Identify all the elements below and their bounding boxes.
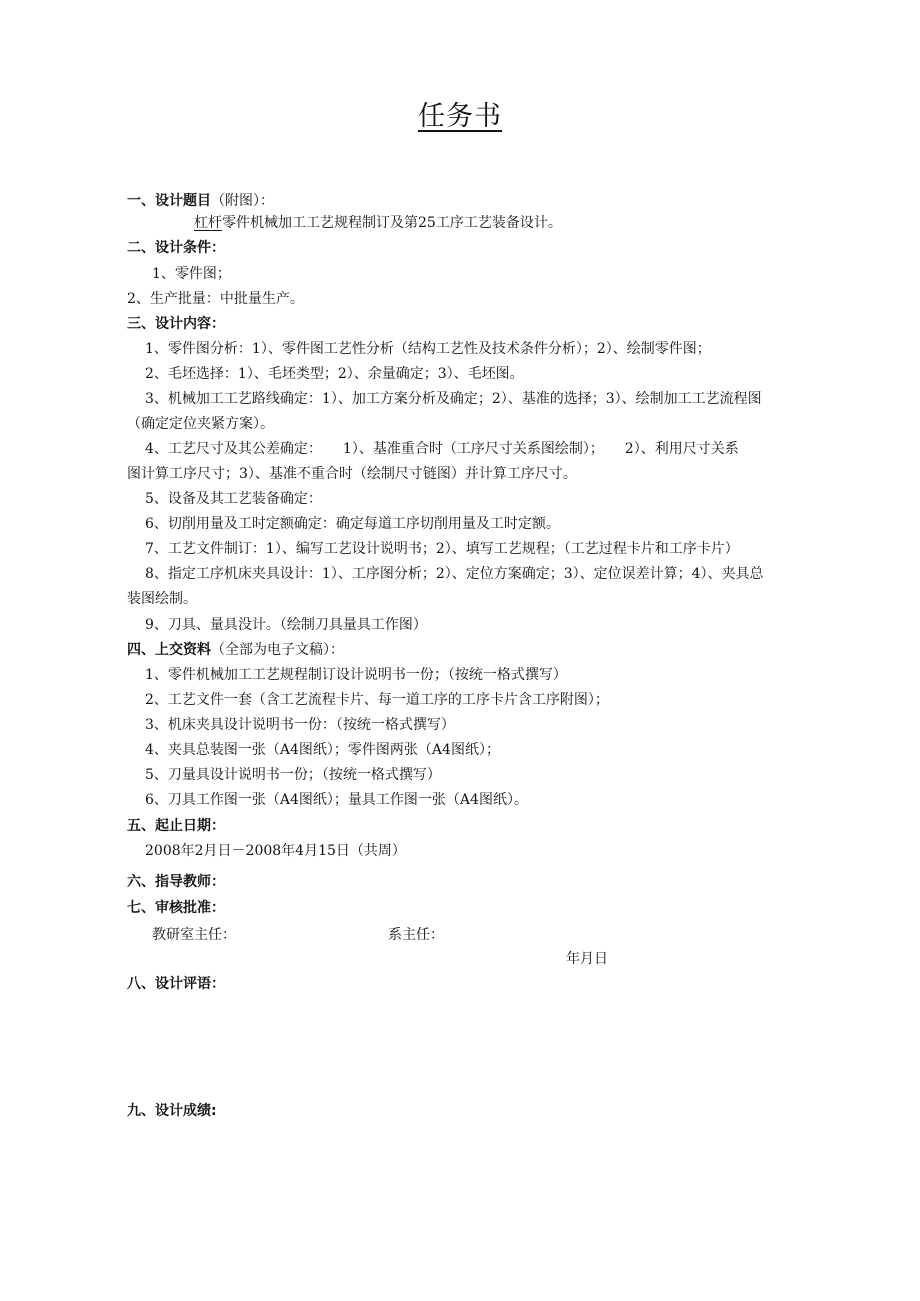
design-topic-rest: 零件机械加工工艺规程制订及第25工序工艺装备设计。 <box>222 215 562 231</box>
content-item-8: 8、指定工序机床夹具设计：1）、工序图分析；2）、定位方案确定；3）、定位误差计算；4）、夹具总 <box>145 566 764 582</box>
design-topic-part: 杠杆 <box>194 215 222 231</box>
section-4-heading <box>127 640 344 660</box>
condition-1: 1、零件图； <box>152 266 231 282</box>
content-item-3-cont: （确定定位夹紧方案）。 <box>127 416 274 432</box>
content-item-9: 9、刀具、量具没计。（绘制刀具量具工作图） <box>145 617 427 633</box>
section-3-heading: 三、设计内容： <box>127 316 225 332</box>
deliverable-1: 1、零件机械加工工艺规程制订设计说明书一份；（按统一格式撰写） <box>145 667 567 683</box>
deliverable-5: 5、刀量具设计说明书一份；（按统一格式撰写） <box>145 767 441 783</box>
content-item-1: 1、零件图分析：1）、零件图工艺性分析（结构工艺性及技术条件分析）；2）、绘制零件图； <box>145 341 711 357</box>
section-5-heading: 五、起止日期： <box>127 818 225 834</box>
section-6-heading: 六、指导教师： <box>127 874 225 890</box>
document-title: 任务书 <box>418 101 502 132</box>
section-8-heading: 八、设计评语： <box>127 976 225 992</box>
deliverable-6: 6、刀具工作图一张（A4图纸）；量具工作图一张（A4图纸）。 <box>145 792 528 808</box>
section-9-heading: 九、设计成绩: <box>127 1103 217 1119</box>
section-1-heading <box>127 191 274 211</box>
section-7-heading: 七、审核批准： <box>127 900 225 916</box>
approval-date: 年月日 <box>566 951 608 967</box>
content-item-3: 3、机械加工工艺路线确定：1）、加工方案分析及确定；2）、基准的选择；3）、绘制加工工艺流程图 <box>145 391 762 407</box>
deliverable-2: 2、工艺文件一套（含工艺流程卡片、每一道工序的工序卡片含工序附图）； <box>145 692 609 708</box>
content-item-5: 5、设备及其工艺装备确定： <box>145 491 322 507</box>
director-signature-label: 教研室主任： <box>152 927 236 943</box>
content-item-4-cont: 图计算工序尺寸；3）、基准不重合时（绘制尺寸链图）并计算工序尺寸。 <box>127 466 577 482</box>
content-item-2: 2、毛坯选择：1）、毛坯类型；2）、余量确定；3）、毛坯图。 <box>145 366 524 382</box>
deliverable-4: 4、夹具总装图一张（A4图纸）；零件图两张（A4图纸）； <box>145 742 500 758</box>
section-1-title: 一、设计题目 <box>127 193 211 209</box>
section-4-title: 四、上交资料 <box>127 642 211 658</box>
condition-2: 2、生产批量：中批量生产。 <box>127 291 304 307</box>
dept-head-signature-label: 系主任： <box>388 927 444 943</box>
deliverable-3: 3、机床夹具设计说明书一份：（按统一格式撰写） <box>145 717 455 733</box>
content-item-7: 7、工艺文件制订：1）、编写工艺设计说明书；2）、填写工艺规程；（工艺过程卡片和工序卡片） <box>145 541 739 557</box>
content-item-6: 6、切削用量及工时定额确定：确定每道工序切削用量及工时定额。 <box>145 516 560 532</box>
section-2-heading: 二、设计条件： <box>127 240 225 256</box>
section-1-note: （附图）： <box>211 193 274 209</box>
content-item-8-cont: 装图绘制。 <box>127 591 197 607</box>
section-4-note: （全部为电子文稿）： <box>211 642 344 658</box>
date-range: 2008年2月日－2008年4月15日（共周） <box>145 843 406 859</box>
content-item-4: 4、工艺尺寸及其公差确定： 1）、基准重合时（工序尺寸关系图绘制）； 2）、利用尺寸关系 <box>145 441 739 457</box>
design-topic <box>194 213 562 233</box>
